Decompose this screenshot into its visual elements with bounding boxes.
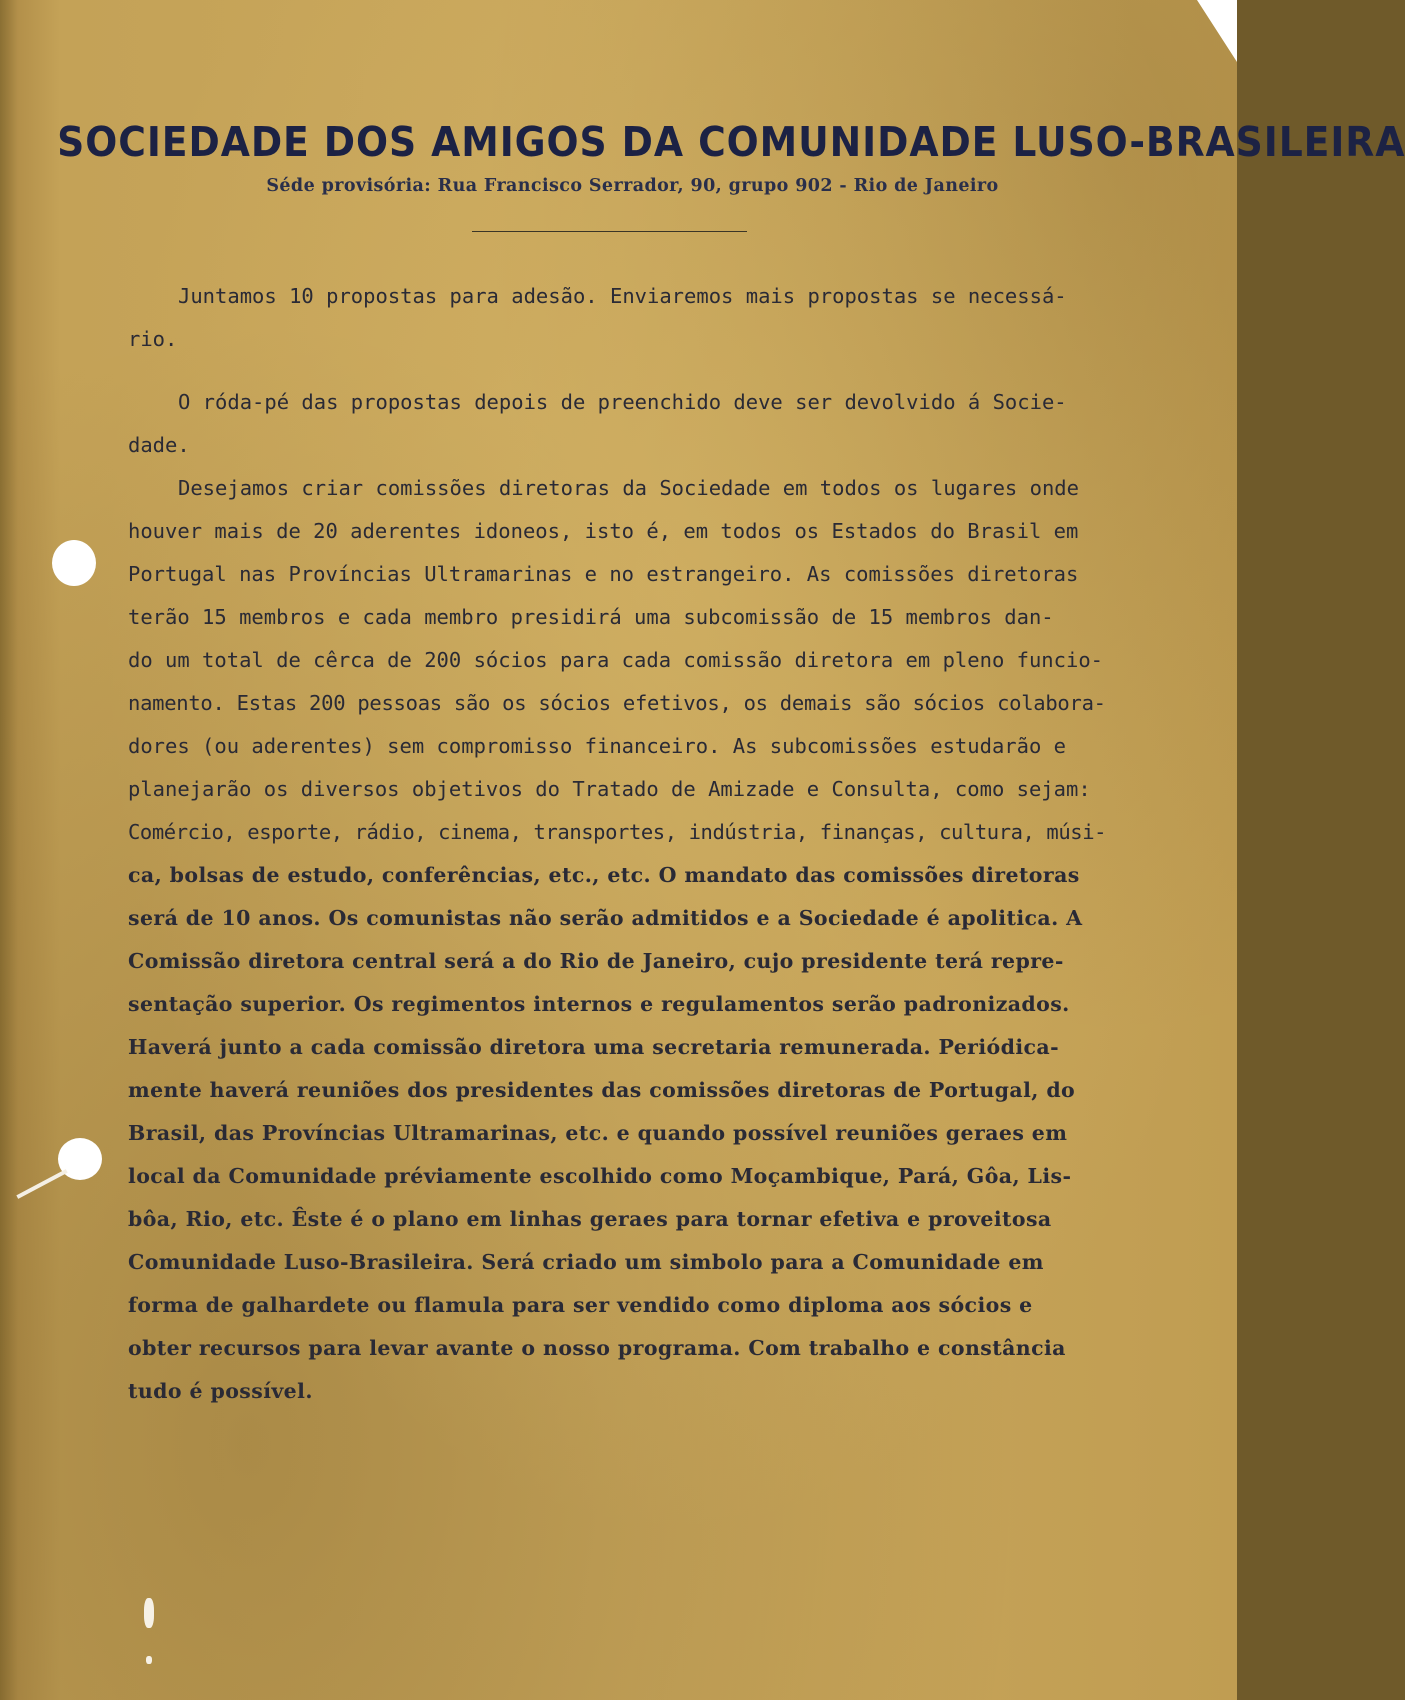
text-line: namento. Estas 200 pessoas são os sócios efetivos, os demais são sócios colabora- (128, 691, 1106, 715)
text-line: sentação superior. Os regimentos internos e regulamentos serão padronizados. (128, 992, 1070, 1016)
text-line: Comissão diretora central será a do Rio de Janeiro, cujo presidente terá repre- (128, 949, 1064, 973)
society-name: SOCIEDADE DOS AMIGOS DA COMUNIDADE LUSO-BRASILEIRA (57, 118, 1405, 166)
text-line: mente haverá reuniões dos presidentes das comissões diretoras de Portugal, do (128, 1078, 1076, 1102)
headquarters-address: Séde provisória: Rua Francisco Serrador, 90, grupo 902 - Rio de Janeiro (266, 176, 999, 196)
text-line: dores (ou aderentes) sem compromisso financeiro. As subcomissões estudarão e (128, 734, 1066, 758)
text-line: Desejamos criar comissões diretoras da Sociedade em todos os lugares onde (178, 476, 1079, 500)
text-line: local da Comunidade préviamente escolhido como Moçambique, Pará, Gôa, Lis- (128, 1164, 1072, 1188)
text-line: Portugal nas Províncias Ultramarinas e no estrangeiro. As comissões diretoras (128, 562, 1079, 586)
paper-damage-dot (146, 1656, 152, 1664)
text-line: obter recursos para levar avante o nosso programa. Com trabalho e constância (128, 1336, 1066, 1360)
paper-tear (16, 1169, 67, 1199)
letter-body (128, 275, 1106, 1413)
text-line: forma de galhardete ou flamula para ser vendido como diploma aos sócios e (128, 1293, 1033, 1317)
letterhead (0, 118, 1405, 196)
text-line: Haverá junto a cada comissão diretora uma secretaria remunerada. Periódica- (128, 1035, 1060, 1059)
text-line: Juntamos 10 propostas para adesão. Enviaremos mais propostas se necessá- (178, 284, 1067, 308)
text-line: terão 15 membros e cada membro presidirá uma subcomissão de 15 membros dan- (128, 605, 1054, 629)
text-line: será de 10 anos. Os comunistas não serão admitidos e a Sociedade é apolitica. A (128, 906, 1083, 930)
paragraph-commissions (128, 467, 1106, 1413)
paragraph-proposals (128, 275, 1106, 361)
text-line: O róda-pé das propostas depois de preenchido deve ser devolvido á Socie- (178, 390, 1067, 414)
torn-corner (1197, 0, 1237, 62)
text-line: tudo é possível. (128, 1379, 313, 1403)
text-line: dade. (128, 433, 190, 457)
text-line: houver mais de 20 aderentes idoneos, isto é, em todos os Estados do Brasil em (128, 519, 1079, 543)
text-line: Comunidade Luso-Brasileira. Será criado um simbolo para a Comunidade em (128, 1250, 1044, 1274)
text-line: ca, bolsas de estudo, conferências, etc., etc. O mandato das comissões diretoras (128, 863, 1080, 887)
paper-damage-mark (144, 1598, 154, 1628)
punch-hole-top (52, 540, 96, 586)
paragraph-footer-return (128, 381, 1106, 467)
text-line: planejarão os diversos objetivos do Tratado de Amizade e Consulta, como sejam: (128, 777, 1091, 801)
text-line: bôa, Rio, etc. Êste é o plano em linhas geraes para tornar efetiva e proveitosa (128, 1207, 1052, 1231)
text-line: rio. (128, 327, 178, 351)
header-divider (472, 231, 747, 232)
text-line: do um total de cêrca de 200 sócios para cada comissão diretora em pleno funcio- (128, 648, 1104, 672)
paragraph-gap (128, 361, 1106, 381)
text-line: Comércio, esporte, rádio, cinema, transportes, indústria, finanças, cultura, músi- (128, 820, 1107, 844)
text-line: Brasil, das Províncias Ultramarinas, etc. e quando possível reuniões geraes em (128, 1121, 1068, 1145)
